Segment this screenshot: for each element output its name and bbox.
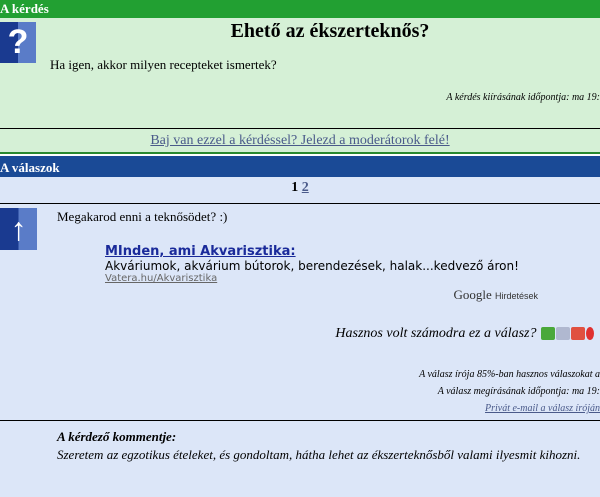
ad-title-link[interactable]: MInden, ami Akvarisztika: [105,244,296,259]
google-logo: Google [453,287,492,302]
author-stats: A válasz írója 85%-ban hasznos válaszokat a [419,369,600,380]
useful-question: Hasznos volt számodra ez a válasz? [335,326,537,341]
private-email-row [485,403,600,414]
answer-time: A válasz megírásának időpontja: ma 19: [437,386,600,397]
comment-text: Szeretem az egzotikus ételeket, és gondoltam, hátha lehet az ékszerteknősből valami ilyesmit kihozni. [57,447,581,462]
thumbs-down-icon[interactable] [571,327,585,340]
ad-url-link[interactable]: Vatera.hu/Akvarisztika [105,273,218,284]
report-row [0,129,600,154]
question-time: A kérdés kiírásának időpontja: ma 19: [446,92,600,103]
report-link[interactable]: Baj van ezzel a kérdéssel? Jelezd a moderátorok felé! [150,133,450,148]
useful-row [335,326,594,342]
question-body: Ha igen, akkor milyen recepteket ismertek? [50,57,277,72]
thumbs-up-icon[interactable] [541,327,555,340]
stop-icon[interactable] [586,327,594,340]
private-email-link[interactable]: Privát e-mail a válasz íróján [485,403,600,414]
page-link-2[interactable]: 2 [301,180,309,195]
google-ads-label[interactable] [453,287,538,303]
up-arrow-icon: ↑ [0,208,37,250]
ads-label: Hirdetések [494,291,538,301]
google-ad [105,244,519,284]
asker-comment [57,428,587,464]
divider [0,203,600,204]
question-title: Ehető az ékszerteknős? [230,20,430,42]
neutral-hand-icon[interactable] [556,327,570,340]
question-mark-icon: ? [0,22,36,63]
answer-text: Megakarod enni a teknősödet? :) [57,209,228,224]
pagination [0,180,600,196]
divider [0,420,600,421]
ad-description: Akváriumok, akvárium bútorok, berendezések, halak...kedvező áron! [105,259,519,273]
comment-label: A kérdező kommentje: [57,429,177,444]
question-header: A kérdés [0,0,600,18]
answers-header: A válaszok [0,156,600,177]
page-current: 1 [291,180,299,195]
